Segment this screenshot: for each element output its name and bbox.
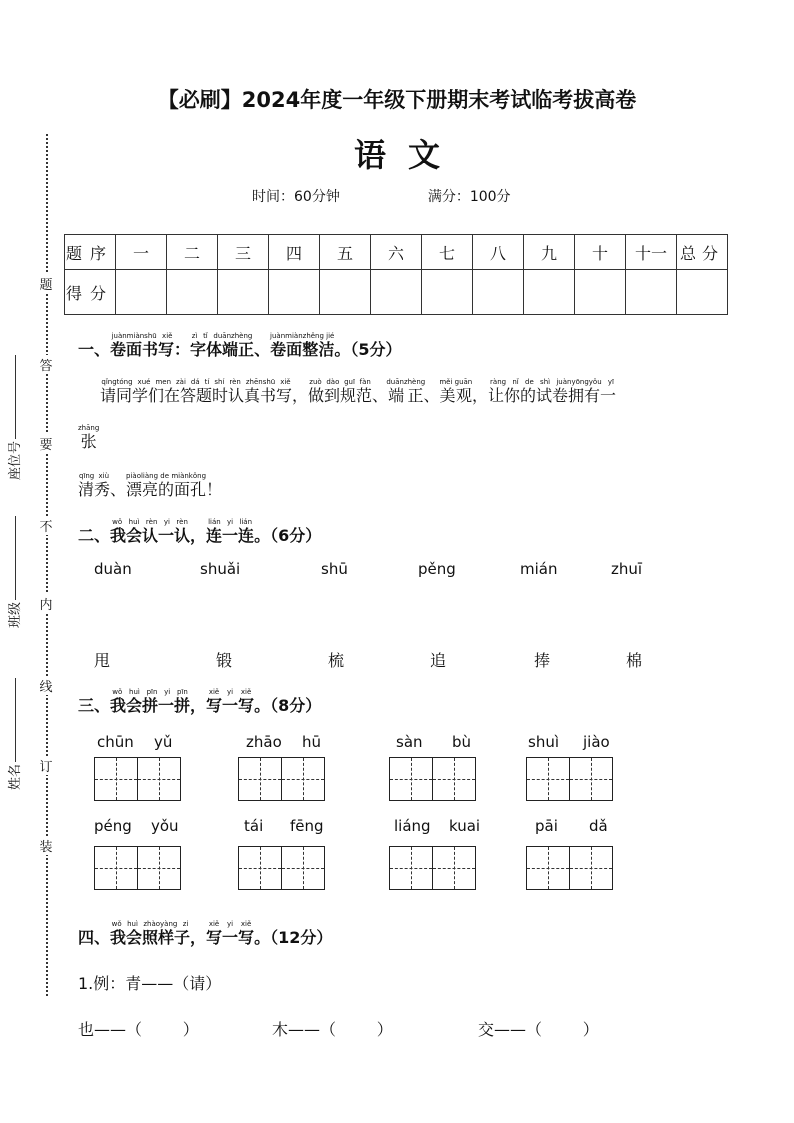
class-field[interactable] bbox=[4, 516, 23, 628]
q4-item[interactable]: 也——（ ） bbox=[78, 1020, 199, 1039]
score-cell[interactable] bbox=[371, 270, 422, 315]
pinyin-annotated-text: 美观měi guān bbox=[439, 378, 473, 405]
score-cell[interactable] bbox=[269, 270, 320, 315]
q2-heading bbox=[78, 518, 321, 546]
score-table-score-row bbox=[65, 270, 728, 315]
pinyin-annotation: piàoliàng de miànkǒng bbox=[126, 472, 207, 480]
col-header: 十 bbox=[575, 235, 626, 270]
binding-dotted-line bbox=[46, 134, 48, 996]
binding-char: 订 bbox=[36, 756, 56, 775]
col-header: 二 bbox=[167, 235, 218, 270]
col-header: 一 bbox=[116, 235, 167, 270]
q3-pinyin: jiào bbox=[583, 733, 610, 751]
q3-pinyin: shuì bbox=[528, 733, 559, 751]
punctuation: 、 bbox=[372, 386, 389, 405]
score-cell[interactable] bbox=[575, 270, 626, 315]
pinyin-annotated-text: 张zhāng bbox=[78, 424, 100, 451]
pinyin-annotation: ràng nǐ de shì juànyōngyǒu yī bbox=[488, 378, 617, 386]
q3-pinyin: kuai bbox=[449, 817, 481, 835]
score-cell[interactable] bbox=[473, 270, 524, 315]
q3-score: （8分） bbox=[270, 696, 322, 715]
q1-heading bbox=[78, 332, 402, 360]
col-header: 六 bbox=[371, 235, 422, 270]
binding-char: 线 bbox=[36, 676, 56, 695]
binding-char: 内 bbox=[36, 594, 56, 613]
q4-prefix: 四、 bbox=[78, 928, 111, 947]
q2-char: 锻 bbox=[216, 651, 233, 670]
q2-char: 甩 bbox=[94, 651, 111, 670]
pinyin-annotated-text: 请同学们在答题时认真书写qǐngtóng xué men zài dá tí shí rèn zhēnshū xiě bbox=[100, 378, 293, 405]
q2-pinyin: zhuī bbox=[611, 560, 643, 578]
punctuation: ： bbox=[174, 340, 191, 359]
punctuation: 。 bbox=[254, 526, 271, 545]
q2-char: 梳 bbox=[328, 651, 345, 670]
score-table bbox=[64, 234, 728, 315]
q1-line-1 bbox=[100, 378, 616, 406]
q3-writing-grid[interactable] bbox=[238, 846, 324, 890]
q2-title bbox=[110, 518, 271, 545]
pinyin-annotation: zì tǐ duānzhèng bbox=[190, 332, 255, 340]
score-cell[interactable] bbox=[116, 270, 167, 315]
q4-score: （12分） bbox=[270, 928, 333, 947]
q1-line-2 bbox=[78, 424, 99, 452]
subject-title: 语文 bbox=[353, 136, 462, 174]
punctuation: ， bbox=[190, 696, 207, 715]
q3-pinyin: sàn bbox=[396, 733, 423, 751]
punctuation: ， bbox=[190, 928, 207, 947]
class-label: 班级 bbox=[8, 601, 23, 628]
q3-pinyin: pāi bbox=[535, 817, 558, 835]
q3-pinyin: péng bbox=[94, 817, 132, 835]
q2-char: 追 bbox=[430, 651, 447, 670]
score-cell[interactable] bbox=[218, 270, 269, 315]
binding-char: 题 bbox=[36, 274, 56, 293]
pinyin-annotated-text: 我会照样子wǒ huì zhàoyàng zi bbox=[110, 920, 191, 947]
punctuation: ， bbox=[190, 526, 207, 545]
score-cell[interactable] bbox=[626, 270, 677, 315]
score-cell[interactable] bbox=[167, 270, 218, 315]
pinyin-annotation: qīng xiù bbox=[78, 472, 110, 480]
q3-writing-grid[interactable] bbox=[94, 757, 180, 801]
q3-writing-grid[interactable] bbox=[389, 757, 475, 801]
pinyin-annotation: wǒ huì pīn yi pīn bbox=[110, 688, 191, 696]
q2-pinyin: pěng bbox=[418, 560, 456, 578]
q1-score: （5分） bbox=[350, 340, 402, 359]
q2-pinyin: duàn bbox=[94, 560, 132, 578]
punctuation: ！ bbox=[206, 480, 223, 499]
q3-writing-grid[interactable] bbox=[94, 846, 180, 890]
q3-writing-grid[interactable] bbox=[526, 757, 612, 801]
punctuation: ， bbox=[292, 386, 309, 405]
pinyin-annotated-text: 漂亮的面孔piàoliàng de miànkǒng bbox=[126, 472, 207, 499]
q4-heading bbox=[78, 920, 332, 948]
pinyin-annotation: lián yi lián bbox=[206, 518, 255, 526]
col-header: 十一 bbox=[626, 235, 677, 270]
q1-title bbox=[110, 332, 351, 359]
q3-pinyin: hū bbox=[302, 733, 322, 751]
q3-pinyin: bù bbox=[452, 733, 472, 751]
score-cell[interactable] bbox=[422, 270, 473, 315]
pinyin-annotated-text: 写一写xiě yi xiě bbox=[206, 920, 255, 947]
punctuation: 。 bbox=[254, 928, 271, 947]
exam-full-score: 满分：100分 bbox=[427, 189, 511, 205]
pinyin-annotated-text: 卷面整洁juànmiànzhěng jié bbox=[270, 332, 335, 359]
name-label: 姓名 bbox=[8, 763, 23, 790]
binding-char: 要 bbox=[36, 434, 56, 453]
q3-writing-grid[interactable] bbox=[238, 757, 324, 801]
pinyin-annotation: wǒ huì zhàoyàng zi bbox=[110, 920, 191, 928]
name-field[interactable] bbox=[4, 678, 23, 790]
pinyin-annotated-text: 做到规范zuò dào guī fàn bbox=[308, 378, 373, 405]
punctuation: 。 bbox=[254, 696, 271, 715]
q3-writing-grid[interactable] bbox=[526, 846, 612, 890]
pinyin-annotation: xiě yi xiě bbox=[206, 688, 255, 696]
pinyin-annotated-text: 端正duānzhèng bbox=[386, 378, 426, 405]
q3-pinyin: fēng bbox=[290, 817, 324, 835]
col-header-total: 总分 bbox=[677, 235, 728, 270]
q3-pinyin: chūn bbox=[97, 733, 134, 751]
q3-heading bbox=[78, 688, 321, 716]
score-cell[interactable] bbox=[320, 270, 371, 315]
q2-char: 捧 bbox=[534, 651, 551, 670]
binding-char: 答 bbox=[36, 355, 56, 374]
q2-char: 棉 bbox=[626, 651, 643, 670]
pinyin-annotation: qǐngtóng xué men zài dá tí shí rèn zhēnshū xiě bbox=[100, 378, 292, 386]
exam-info bbox=[252, 186, 511, 206]
seat-number-field[interactable] bbox=[4, 355, 23, 480]
q3-pinyin: dǎ bbox=[589, 817, 608, 835]
q3-pinyin: zhāo bbox=[246, 733, 282, 751]
pinyin-annotation: měi guān bbox=[439, 378, 473, 386]
q1-line-3 bbox=[78, 472, 222, 500]
pinyin-annotated-text: 卷面书写juànmiànshū xiě bbox=[110, 332, 175, 359]
pinyin-annotated-text: 写一写xiě yi xiě bbox=[206, 688, 255, 715]
punctuation: 、 bbox=[423, 386, 440, 405]
q4-example: 1.例：青——（请） bbox=[78, 974, 222, 993]
row-label-question: 题序 bbox=[65, 235, 116, 270]
pinyin-annotation: juànmiànzhěng jié bbox=[270, 332, 335, 340]
col-header: 九 bbox=[524, 235, 575, 270]
score-table-header-row bbox=[65, 235, 728, 270]
pinyin-annotation: duānzhèng bbox=[386, 378, 426, 386]
punctuation: 、 bbox=[110, 480, 127, 499]
q2-pinyin: shū bbox=[321, 560, 348, 578]
q3-title bbox=[110, 688, 271, 715]
q1-prefix: 一、 bbox=[78, 340, 111, 359]
q2-pinyin: mián bbox=[520, 560, 558, 578]
punctuation: ， bbox=[472, 386, 489, 405]
col-header: 七 bbox=[422, 235, 473, 270]
q3-pinyin: tái bbox=[244, 817, 264, 835]
q3-writing-grid[interactable] bbox=[389, 846, 475, 890]
pinyin-annotated-text: 字体端正zì tǐ duānzhèng bbox=[190, 332, 255, 359]
pinyin-annotation: zuò dào guī fàn bbox=[308, 378, 373, 386]
pinyin-annotated-text: 清秀qīng xiù bbox=[78, 472, 111, 499]
q4-item[interactable]: 交——（ ） bbox=[478, 1020, 599, 1039]
seat-number-label: 座位号 bbox=[8, 440, 23, 480]
q2-pinyin: shuǎi bbox=[200, 560, 241, 578]
col-header: 三 bbox=[218, 235, 269, 270]
q2-prefix: 二、 bbox=[78, 526, 111, 545]
q3-pinyin: liáng bbox=[394, 817, 431, 835]
q2-score: （6分） bbox=[270, 526, 322, 545]
col-header: 八 bbox=[473, 235, 524, 270]
score-cell[interactable] bbox=[677, 270, 728, 315]
q4-title bbox=[110, 920, 271, 947]
score-cell[interactable] bbox=[524, 270, 575, 315]
pinyin-annotated-text: 让你的试卷拥有一ràng nǐ de shì juànyōngyǒu yī bbox=[488, 378, 617, 405]
punctuation: 。 bbox=[334, 340, 351, 359]
q4-item[interactable]: 木——（ ） bbox=[272, 1020, 393, 1039]
row-label-score: 得分 bbox=[65, 270, 116, 315]
exam-top-title: 【必刷】2024年度一年级下册期末考试临考拔高卷 bbox=[157, 88, 637, 112]
binding-char: 不 bbox=[36, 516, 56, 535]
exam-time: 时间：60分钟 bbox=[252, 189, 340, 205]
col-header: 四 bbox=[269, 235, 320, 270]
pinyin-annotation: xiě yi xiě bbox=[206, 920, 255, 928]
col-header: 五 bbox=[320, 235, 371, 270]
pinyin-annotated-text: 我会拼一拼wǒ huì pīn yi pīn bbox=[110, 688, 191, 715]
punctuation: 、 bbox=[254, 340, 271, 359]
pinyin-annotated-text: 连一连lián yi lián bbox=[206, 518, 255, 545]
q3-prefix: 三、 bbox=[78, 696, 111, 715]
binding-char: 装 bbox=[36, 836, 56, 855]
pinyin-annotation: juànmiànshū xiě bbox=[110, 332, 175, 340]
pinyin-annotation: zhāng bbox=[78, 424, 100, 432]
q3-pinyin: yǒu bbox=[151, 817, 179, 835]
q3-pinyin: yǔ bbox=[154, 733, 173, 751]
pinyin-annotated-text: 我会认一认wǒ huì rèn yi rèn bbox=[110, 518, 191, 545]
pinyin-annotation: wǒ huì rèn yi rèn bbox=[110, 518, 191, 526]
